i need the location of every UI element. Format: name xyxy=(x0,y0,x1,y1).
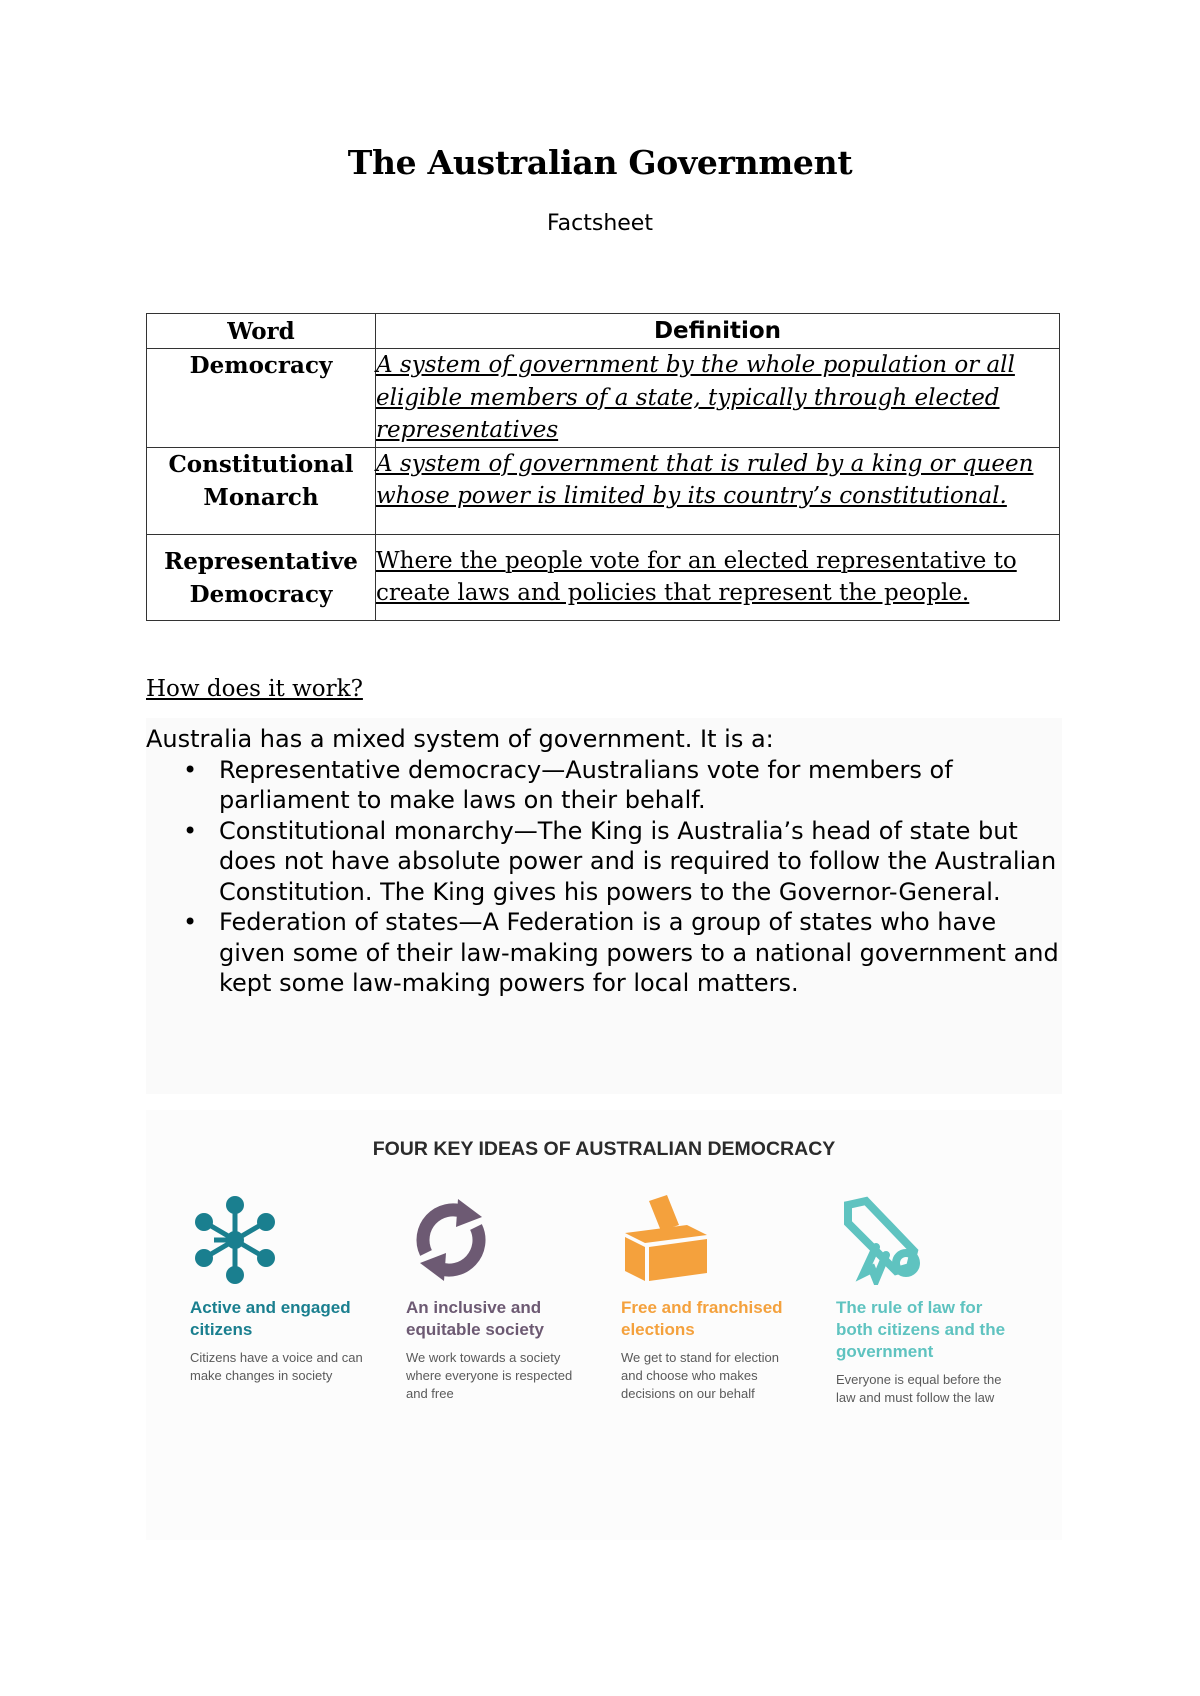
section-heading: How does it work? xyxy=(146,676,363,702)
table-row xyxy=(147,447,1060,534)
infographic-title: FOUR KEY IDEAS OF AUSTRALIAN DEMOCRACY xyxy=(372,1138,836,1160)
idea-description: Everyone is equal before the law and must follow the law xyxy=(836,1372,1002,1405)
idea-description: We get to stand for election and choose who makes decisions on our behalf xyxy=(621,1350,780,1401)
column-header-word: Word xyxy=(147,314,376,349)
term-cell: Representative Democracy xyxy=(147,534,376,620)
bullet-list xyxy=(146,755,1062,999)
idea-description: Citizens have a voice and can make changes in society xyxy=(190,1350,363,1383)
ballot-box-icon xyxy=(621,1195,711,1285)
list-item: • Federation of states—A Federation is a group of states who have given some of their law-making powers to a national government and kept some law-making powers for local matters. xyxy=(219,907,1062,999)
idea-inclusive-society xyxy=(406,1195,606,1403)
table-header-row xyxy=(147,314,1060,349)
term-cell: Democracy xyxy=(147,349,376,448)
definition-cell: A system of government by the whole population or all eligible members of a state, typically through elected representatives xyxy=(376,349,1060,448)
column-header-definition: Definition xyxy=(376,314,1060,349)
definitions-table xyxy=(146,313,1060,621)
table-row xyxy=(147,534,1060,620)
idea-title: The rule of law for both citizens and the government xyxy=(836,1298,1006,1361)
term-cell: Constitutional Monarch xyxy=(147,447,376,534)
intro-paragraph: Australia has a mixed system of government. It is a: xyxy=(146,725,774,753)
list-item: • Constitutional monarchy—The King is Australia’s head of state but does not have absolute power and is required to follow the Australian Constitution. The King gives his powers to the Governor-General. xyxy=(219,816,1062,908)
idea-title: Free and franchised elections xyxy=(621,1298,783,1339)
idea-rule-of-law xyxy=(836,1195,1036,1407)
idea-free-elections xyxy=(621,1195,821,1403)
scroll-icon xyxy=(836,1195,926,1285)
table-row xyxy=(147,349,1060,448)
definition-cell: A system of government that is ruled by a king or queen whose power is limited by its country’s constitutional. xyxy=(376,447,1060,534)
definition-cell: Where the people vote for an elected representative to create laws and policies that represent the people. xyxy=(376,534,1060,620)
document-title: The Australian Government xyxy=(347,143,853,182)
idea-title: An inclusive and equitable society xyxy=(406,1298,544,1339)
idea-title: Active and engaged citizens xyxy=(190,1298,351,1339)
cycle-arrows-icon xyxy=(406,1195,496,1285)
idea-active-citizens xyxy=(190,1195,390,1385)
network-icon xyxy=(190,1195,280,1285)
key-ideas-infographic xyxy=(146,1110,1062,1540)
how-it-works-text xyxy=(146,718,1062,1094)
list-item: • Representative democracy—Australians vote for members of parliament to make laws on their behalf. xyxy=(219,755,1062,816)
document-subtitle: Factsheet xyxy=(547,211,653,236)
idea-description: We work towards a society where everyone is respected and free xyxy=(406,1350,573,1401)
